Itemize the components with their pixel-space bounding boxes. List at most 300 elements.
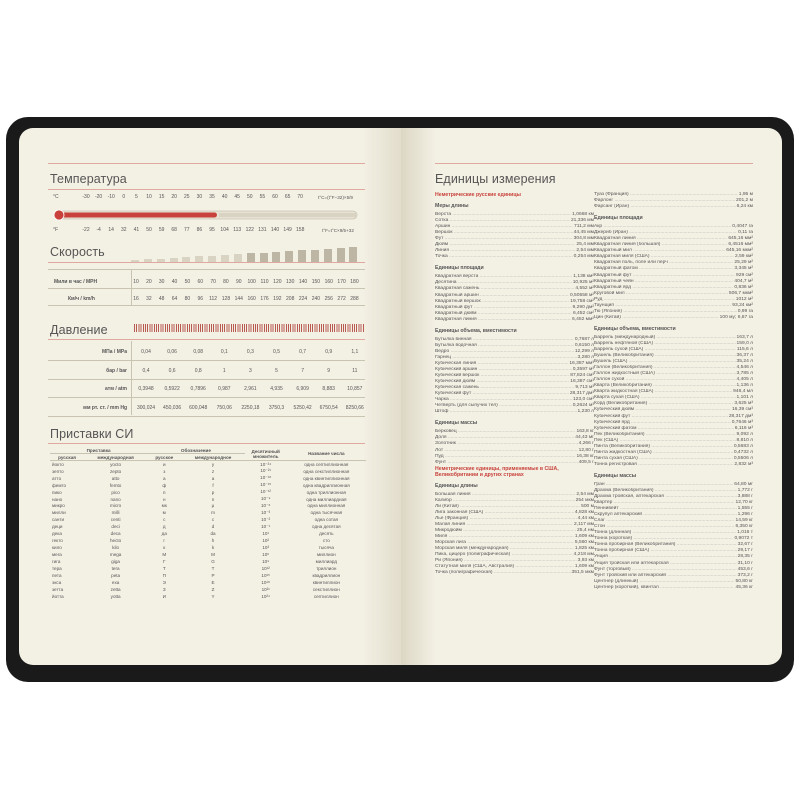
list-item: Квадратный фут ..... 9,290 дм² [435, 305, 594, 311]
pressure-value: 0,5922 [164, 386, 180, 392]
table-cell: pico [111, 489, 120, 495]
pressure-row-rule [48, 360, 365, 361]
table-cell: кило [52, 545, 62, 551]
list-item: Квадратная линия ..... 645,16 мм² [594, 236, 753, 242]
list-item: Центнер (длинный) ..... 50,80 кг [594, 579, 753, 585]
speed-bar [144, 259, 152, 262]
list-item: Верста ..... 1,0668 км [435, 212, 594, 218]
list-item: Бушель (Великобритания) ..... 36,37 л [594, 353, 753, 359]
celsius-tick-label: -20 [94, 194, 103, 200]
list-item: Кубический фут ..... 28,317 дм³ [435, 391, 594, 397]
list-item: Галлон сухой ..... 4,405 л [594, 377, 753, 383]
kmh-value: 128 [221, 296, 231, 302]
prefixes-table [50, 447, 366, 600]
speed-bar [324, 249, 332, 262]
celsius-tick-label: 65 [284, 194, 291, 200]
table-cell: П [162, 572, 166, 578]
list-item: Унция ..... 28,35 г [594, 554, 753, 560]
kmh-value: 208 [286, 296, 295, 302]
list-item: Большая линия ..... 2,54 мм [435, 492, 594, 498]
mph-value: 30 [158, 279, 165, 285]
subsection-heading: Меры длины [435, 203, 469, 209]
list-item: Лига законная (США) ..... 4,828 км [435, 510, 594, 516]
table-cell: 10²¹ [261, 586, 270, 592]
table-cell: atto [111, 475, 120, 481]
table-row [50, 482, 366, 489]
celsius-unit: °C [53, 194, 59, 200]
table-row [50, 468, 366, 475]
table-cell: T [211, 565, 215, 571]
speed-bar [247, 253, 255, 262]
number-name-header: Название числа [308, 451, 345, 457]
table-cell: zetta [110, 586, 121, 592]
fahrenheit-tick-label: 59 [158, 227, 165, 233]
list-item: Пика, цицеро (полиграфическая) ..... 4,218 мм [435, 552, 594, 558]
mph-value: 160 [324, 279, 333, 285]
table-cell: милли [52, 510, 66, 516]
table-cell: одна квинтиллионная [303, 475, 350, 481]
list-item: Бушель (США) ..... 35,24 л [594, 359, 753, 365]
list-item: Фунт тройский или аптекарский ..... 373,2 г [594, 573, 753, 579]
list-item: Тонна (длинная) ..... 1,016 т [594, 530, 753, 536]
list-item: Малая линия ..... 2,117 мм [435, 522, 594, 528]
table-cell: giga [111, 558, 120, 564]
international-header: международная [97, 454, 134, 460]
celsius-tick-label: -30 [82, 194, 90, 200]
table-cell: y [211, 462, 215, 468]
speed-row-rule [48, 269, 365, 270]
fahrenheit-tick-label: 68 [171, 227, 177, 233]
table-cell: секстиллион [312, 586, 340, 592]
table-cell: ф [162, 482, 167, 488]
pressure-value: 6,909 [296, 386, 309, 392]
thermometer-icon [53, 208, 363, 222]
list-item: Джериб (Иран) ..... 0,11 га [594, 230, 753, 236]
table-cell: миллион [316, 552, 336, 558]
celsius-tick-label: 35 [209, 194, 215, 200]
pressure-value: 10,857 [347, 386, 363, 392]
table-cell: k [211, 545, 215, 551]
list-item: Квадратный дюйм ..... 6,452 см² [435, 311, 594, 317]
pressure-value: 4,935 [270, 386, 283, 392]
russian-header: русская [58, 454, 76, 460]
list-item: Руд ..... 1012 м² [594, 297, 753, 303]
list-item: Пуд ..... 16,38 кг [435, 454, 594, 460]
list-item: Галлон (Великобритания) ..... 4,546 л [594, 365, 753, 371]
speed-bar [170, 258, 178, 262]
mph-value: 110 [260, 279, 269, 285]
table-cell: Э [162, 579, 166, 585]
pressure-value: 0,1 [220, 349, 228, 355]
speed-bar [349, 247, 357, 262]
kmh-value: 112 [209, 296, 218, 302]
list-item: Пек (Великобритания) ..... 9,092 л [594, 432, 753, 438]
symbol-header: Обозначение [147, 447, 244, 454]
pressure-title: Давление [50, 323, 108, 337]
list-item: Квадратная линия (большая) ..... 6,4516 мм² [594, 242, 753, 248]
table-cell: femto [109, 482, 122, 488]
table-cell: экса [52, 579, 62, 585]
fahrenheit-tick-label: 32 [121, 227, 127, 233]
fahrenheit-tick-label: 41 [133, 227, 140, 233]
pressure-unit-label: МПа / MPa [102, 349, 127, 355]
fahrenheit-tick-label: 149 [283, 227, 292, 233]
celsius-tick-label: 5 [135, 194, 138, 200]
table-cell: deci [111, 524, 120, 530]
table-row [50, 579, 366, 586]
list-item: Кубический вершок ..... 87,824 см³ [435, 373, 594, 379]
table-cell: 10¹⁵ [261, 572, 270, 578]
table-cell: И [162, 593, 166, 599]
speed-bars [134, 247, 364, 262]
list-item: Аршин ..... 711,2 мм [435, 224, 594, 230]
table-cell: 10³ [262, 545, 269, 551]
list-item: Кубический дюйм ..... 16,39 см³ [594, 407, 753, 413]
table-row [50, 572, 366, 579]
table-cell: одна тысячная [310, 510, 343, 516]
list-item: Кубический ярд ..... 0,7646 м³ [594, 420, 753, 426]
table-cell: m [211, 510, 215, 516]
mph-value: 140 [298, 279, 308, 285]
list-item: Квадратный мил ..... 645,16 мкм² [594, 248, 753, 254]
pressure-value: 3750,3 [268, 404, 285, 411]
list-item: Квадратный чейн ..... 404,7 м² [594, 279, 753, 285]
table-cell: п [163, 489, 166, 495]
top-rule-left [48, 163, 365, 164]
units-title: Единицы измерения [435, 172, 556, 186]
subsection-heading: Единицы длины [435, 482, 478, 489]
formula-celsius: t°C=(t°F−32)×5/9 [318, 195, 353, 200]
russian-symbol-header: русское [155, 454, 174, 460]
table-cell: одна секстиллионная [303, 468, 350, 474]
speed-bar [195, 256, 203, 262]
table-cell: deca [110, 531, 121, 537]
list-item: Фарлонг ..... 201,2 м [594, 198, 753, 204]
list-item: Линия ..... 2,54 мм [435, 248, 594, 254]
table-cell: гекто [52, 538, 63, 544]
list-item: Кварта (Великобритания) ..... 1,136 л [594, 383, 753, 389]
pressure-unit-label: мм рт. ст. / mm Hg [83, 404, 127, 411]
kmh-value: 144 [234, 296, 243, 302]
kmh-value: 192 [273, 296, 282, 302]
table-cell: одна миллионная [307, 503, 346, 509]
speed-divider [131, 269, 132, 305]
table-row [50, 496, 366, 503]
kmh-value: 160 [247, 296, 256, 302]
list-item: Сотка ..... 21,336 мм [435, 218, 594, 224]
pressure-value: 0,08 [193, 349, 204, 355]
mph-value: 170 [337, 279, 346, 285]
speed-bar [337, 248, 345, 262]
list-item: Квадратная миля (США) ..... 2,59 км² [594, 254, 753, 260]
prefixes-title: Приставки СИ [50, 427, 134, 441]
fahrenheit-tick-label: 50 [146, 227, 152, 233]
list-item: Ри (Япония) ..... 3,93 км [435, 558, 594, 564]
mph-value: 80 [223, 279, 229, 285]
list-item: Лье (Франция) ..... 4,44 км [435, 516, 594, 522]
list-item: Корд (Великобритания) ..... 3,625 м³ [594, 401, 753, 407]
table-cell: 10⁻¹⁵ [260, 482, 272, 488]
list-item: Статутная миля (США, Австралия) ..... 1,609 км [435, 564, 594, 570]
table-cell: триллион [316, 565, 337, 571]
speed-bar [260, 253, 268, 263]
table-cell: мега [52, 552, 62, 558]
table-cell: 10⁻¹⁸ [260, 475, 272, 481]
table-cell: Z [211, 586, 215, 592]
table-cell: h [211, 538, 215, 544]
table-cell: hecto [110, 538, 122, 544]
list-item: Тонна пробирная (США) ..... 29,17 г [594, 548, 753, 554]
kmh-value: 240 [311, 296, 321, 302]
table-cell: zepto [110, 468, 122, 474]
list-item: Морская миля (международная) ..... 1,825 км [435, 546, 594, 552]
table-row [50, 530, 366, 537]
mph-value: 60 [197, 279, 204, 285]
table-cell: nano [110, 496, 121, 502]
list-item: Микродюйм ..... 25,4 нм [435, 528, 594, 534]
list-item: Квадратная поль, поле или перч ..... 25,29 м² [594, 260, 753, 266]
table-cell: атто [52, 475, 62, 481]
table-cell: десять [319, 531, 334, 537]
table-cell: нано [52, 496, 63, 502]
temperature-title: Температура [50, 172, 127, 186]
list-item: Кубический дюйм ..... 16,387 см³ [435, 379, 594, 385]
list-item: Галлон жидкостный (США) ..... 3,785 л [594, 371, 753, 377]
table-cell: Т [162, 565, 166, 571]
table-cell: квадриллион [312, 572, 341, 578]
fahrenheit-unit: °F [53, 227, 59, 233]
list-item: Дюйм ..... 25,4 мм [435, 242, 594, 248]
pressure-value: 1,1 [351, 349, 359, 355]
kmh-value: 256 [324, 296, 333, 302]
pressure-row-rule [48, 397, 365, 398]
table-cell: 10⁻¹ [261, 523, 271, 529]
pressure-value: 8,883 [322, 386, 335, 392]
fahrenheit-tick-label: 131 [258, 227, 267, 233]
list-item: Квадратный вершок ..... 19,758 см² [435, 299, 594, 305]
celsius-tick-label: 20 [171, 194, 177, 200]
speed-bar [221, 255, 229, 262]
table-cell: з [163, 468, 166, 474]
fahrenheit-tick-label: -22 [82, 227, 90, 233]
list-item: Тю (Япония) ..... 0,99 га [594, 309, 753, 315]
kmh-value: 80 [184, 296, 191, 302]
list-item: Точка ..... 0,254 мм [435, 254, 594, 260]
pressure-value: 0,3 [246, 349, 254, 355]
table-cell: м [162, 510, 166, 516]
pressure-value: 5250,42 [293, 404, 312, 411]
mph-label: Мили в час / MPH [54, 279, 98, 285]
table-row [50, 558, 366, 565]
table-cell: пета [52, 572, 62, 578]
table-cell: деци [52, 524, 63, 530]
pressure-ticks [134, 324, 364, 332]
pressure-row-rule [48, 416, 365, 417]
list-item: Квадратная сажень ..... 4,552 м² [435, 286, 594, 292]
table-cell: da [210, 531, 216, 537]
table-cell: n [211, 496, 215, 502]
table-cell: одна триллионная [306, 489, 346, 495]
kmh-value: 32 [146, 296, 152, 302]
fahrenheit-tick-label: 77 [184, 227, 190, 233]
top-rule-right [435, 163, 753, 164]
speed-bar [131, 260, 139, 262]
celsius-tick-label: 55 [259, 194, 266, 200]
table-cell: З [162, 586, 166, 592]
table-cell: одна септиллионная [304, 462, 349, 468]
table-cell: 10⁻⁹ [260, 496, 271, 502]
list-item: Ли (Китай) ..... 500 м [435, 504, 594, 510]
pressure-value: 0,5 [273, 349, 280, 355]
pressure-row-rule [48, 379, 365, 380]
list-item: Квадратная линия ..... 6,452 мм² [435, 317, 594, 323]
kmh-value: 48 [158, 296, 165, 302]
table-cell: дека [52, 531, 62, 537]
fahrenheit-tick-label: 14 [108, 227, 114, 233]
fahrenheit-tick-label: 104 [220, 227, 229, 233]
list-item: Кубический фатом ..... 6,116 м³ [594, 426, 753, 432]
fahrenheit-tick-label: 158 [296, 227, 305, 233]
list-item: Цин (Китай) ..... 100 му; 6,67 га [594, 315, 753, 321]
speed-bar [208, 256, 216, 263]
celsius-tick-label: 15 [158, 194, 165, 200]
pressure-value: 0,8 [194, 367, 202, 374]
speed-bar [234, 254, 242, 262]
table-cell: М [162, 552, 167, 558]
mph-value: 50 [184, 279, 191, 285]
pressure-value: 0,06 [167, 349, 177, 355]
pressure-value: 9 [327, 367, 331, 374]
list-item: Скрупул аптекарский ..... 1,296 г [594, 512, 753, 518]
table-cell: 10⁻² [261, 516, 271, 522]
list-item: Фарсанг (Иран) ..... 6,24 км [594, 204, 753, 210]
pressure-divider [131, 341, 132, 415]
table-cell: зетта [52, 586, 64, 592]
fahrenheit-tick-label: 113 [233, 227, 242, 233]
fahrenheit-tick-label: -4 [96, 227, 101, 233]
subsection-heading: Единицы массы [435, 420, 478, 427]
section-heading: Неметрические русские единицы [435, 192, 521, 198]
pressure-value: 0,6 [168, 367, 176, 374]
table-row [50, 475, 366, 482]
kmh-value: 176 [260, 296, 269, 302]
list-item: Фунт ..... 409,5 г [435, 460, 594, 466]
pressure-value: 300,024 [136, 404, 156, 411]
table-cell: exa [111, 579, 120, 585]
speed-bar [285, 251, 293, 262]
table-cell: P [211, 572, 215, 578]
pressure-value: 2,961 [244, 386, 257, 392]
list-item: Акр ..... 0,4047 га [594, 224, 753, 230]
list-item: Драхма тройская, аптекарская ..... 3,888 г [594, 494, 753, 500]
speed-bar [298, 250, 306, 262]
list-item: Калибр ..... 254 мкм [435, 498, 594, 504]
table-cell: 10⁻²¹ [260, 468, 271, 474]
mph-value: 100 [247, 279, 256, 285]
table-row [50, 537, 366, 544]
kmh-label: Км/ч / km/h [68, 296, 95, 302]
table-cell: тысяча [318, 545, 334, 551]
list-item: Гран ..... 64,80 мг [594, 482, 753, 488]
table-cell: a [211, 475, 215, 481]
celsius-tick-label: 45 [234, 194, 240, 200]
table-cell: E [211, 579, 215, 585]
list-item: Точка (полиграфическая) ..... 351,5 мкм [435, 570, 594, 576]
pressure-value: 600,048 [189, 404, 208, 411]
list-item: Квадратная верста ..... 1,138 км² [435, 274, 594, 280]
mph-value: 130 [286, 279, 295, 285]
mph-value: 40 [171, 279, 178, 285]
list-item: Кварта жидкостная (США) ..... 946,4 мл [594, 389, 753, 395]
table-row [50, 516, 366, 523]
list-item: Квадратный фут ..... 929 см² [594, 273, 753, 279]
list-item: Пинта жидкостная (США) ..... 0,4732 л [594, 450, 753, 456]
list-item: Туаз (Франция) ..... 1,95 м [594, 192, 753, 198]
pressure-rule [48, 339, 365, 340]
speed-bar [157, 259, 165, 263]
mph-value: 120 [273, 279, 282, 285]
table-cell: н [162, 496, 166, 502]
list-item: Бутылка винная ..... 0,7687 л [435, 337, 594, 343]
table-cell: микро [52, 503, 65, 509]
list-item: Квартер ..... 12,70 кг [594, 500, 753, 506]
pressure-value: 0,7 [299, 349, 307, 355]
list-item: Кубический фут ..... 28,317 дм³ [594, 414, 753, 420]
table-cell: 10⁹ [262, 558, 270, 564]
list-item: Унция тройская или аптекарская ..... 31,10 г [594, 561, 753, 567]
list-item: Таунщип ..... 93,24 км² [594, 303, 753, 309]
list-item: Кубический аршин ..... 0,3597 м³ [435, 367, 594, 373]
list-item: Кварта сухая (США) ..... 1,101 л [594, 395, 753, 401]
pressure-value: 5 [275, 367, 278, 374]
list-item: Фунт (торговый) ..... 453,6 г [594, 567, 753, 573]
list-item: Кубическая сажень ..... 9,713 м³ [435, 385, 594, 391]
table-row [50, 509, 366, 516]
table-row [50, 544, 366, 551]
list-item: Бутылка водочная ..... 0,6150 л [435, 343, 594, 349]
table-cell: одна квадриллионная [302, 482, 350, 488]
list-item: Четверть (для сыпучих тел) ..... 0,2624 м³ [435, 403, 594, 409]
pressure-value: 7 [301, 367, 304, 374]
fahrenheit-tick-label: 140 [270, 227, 280, 233]
table-cell: 10⁻²⁴ [260, 461, 272, 467]
celsius-tick-label: 0 [122, 194, 126, 200]
subsection-heading: Единицы объема, вместимости [435, 327, 517, 334]
table-cell: 10²⁴ [261, 593, 270, 599]
table-cell: G [211, 558, 215, 564]
table-cell: д [162, 524, 166, 530]
table-cell: c [211, 517, 215, 523]
table-cell: micro [110, 503, 122, 509]
table-cell: 10² [262, 538, 269, 544]
list-item: Десятина ..... 10,925 м² [435, 280, 594, 286]
table-cell: 10⁻⁶ [260, 502, 271, 508]
speed-bar [182, 257, 190, 262]
list-item: Золотник ..... 4,266 г [435, 441, 594, 447]
pressure-value: 0,4 [142, 367, 150, 374]
celsius-tick-label: 60 [272, 194, 278, 200]
list-item: Кубическая линия ..... 16,387 мм³ [435, 361, 594, 367]
table-cell: peta [111, 572, 121, 578]
table-cell: квинтиллион [312, 579, 340, 585]
speed-rule [48, 262, 365, 263]
table-row [50, 461, 366, 468]
list-item: Квадратный ярд ..... 0,836 м² [594, 285, 753, 291]
table-cell: гига [52, 558, 61, 564]
fahrenheit-tick-label: 95 [209, 227, 215, 233]
pressure-value: 0,04 [141, 349, 151, 355]
kmh-value: 288 [350, 296, 359, 302]
